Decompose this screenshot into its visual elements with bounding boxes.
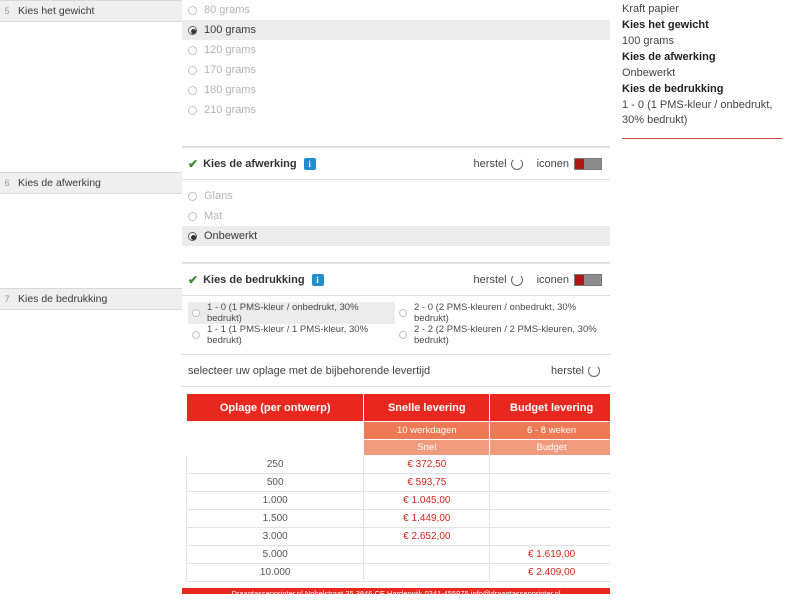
tier-fast: Snel xyxy=(364,440,490,456)
oplage-instruction: selecteer uw oplage met de bijbehorende levertijd xyxy=(188,364,431,377)
option-label: Glans xyxy=(204,190,233,202)
radio-icon xyxy=(192,331,200,339)
summary-finish-value: Onbewerkt xyxy=(622,67,676,79)
price-table-wrap xyxy=(182,387,610,582)
radio-icon xyxy=(188,26,197,35)
finish-option-glans[interactable] xyxy=(182,186,610,206)
summary-weight-value: 100 grams xyxy=(622,35,674,47)
print-icons-label[interactable]: iconen xyxy=(536,273,569,286)
table-row[interactable] xyxy=(187,528,614,546)
row-budget-price[interactable] xyxy=(490,492,614,510)
col-header-oplage: Oplage (per ontwerp) xyxy=(187,394,364,422)
option-label: 210 grams xyxy=(204,104,256,116)
finish-section-bar xyxy=(182,147,610,180)
option-label: 2 - 2 (2 PMS-kleuren / 2 PMS-kleuren, 30% bedrukt) xyxy=(414,324,597,346)
option-label: 80 grams xyxy=(204,4,250,16)
table-row[interactable] xyxy=(187,492,614,510)
radio-icon xyxy=(188,46,197,55)
option-label: 120 grams xyxy=(204,44,256,56)
row-budget-price[interactable] xyxy=(490,456,614,474)
weight-option-210[interactable] xyxy=(182,100,610,120)
radio-icon xyxy=(188,212,197,221)
subrow-blank xyxy=(187,422,364,440)
print-reset-label[interactable]: herstel xyxy=(473,273,507,286)
check-icon: ✔ xyxy=(188,156,199,171)
reset-icon[interactable] xyxy=(511,274,523,286)
row-budget-price[interactable]: € 1.619,00 xyxy=(490,546,614,564)
leadtime-fast: 10 werkdagen xyxy=(364,422,490,440)
step-number: 6 xyxy=(4,178,10,188)
col-header-budget: Budget levering xyxy=(490,394,614,422)
row-qty: 500 xyxy=(187,474,364,492)
summary-print-value-line1: 1 - 0 (1 PMS-kleur / onbedrukt, xyxy=(622,99,773,111)
radio-icon xyxy=(188,106,197,115)
weight-option-80[interactable] xyxy=(182,0,610,20)
weight-option-100[interactable] xyxy=(182,20,610,40)
option-label: Mat xyxy=(204,210,223,222)
table-row[interactable] xyxy=(187,456,614,474)
tier-budget: Budget xyxy=(490,440,614,456)
option-label: 170 grams xyxy=(204,64,256,76)
print-section-title: Kies de bedrukking xyxy=(203,273,305,286)
print-option-1-1[interactable] xyxy=(188,324,395,346)
options-column xyxy=(182,0,610,600)
color-swatch-icon[interactable] xyxy=(574,158,602,170)
finish-option-mat[interactable] xyxy=(182,206,610,226)
radio-icon xyxy=(188,232,197,241)
finish-section-title: Kies de afwerking xyxy=(203,157,297,170)
print-option-grid xyxy=(182,296,610,355)
row-qty: 5.000 xyxy=(187,546,364,564)
print-section-bar xyxy=(182,263,610,296)
option-label: 1 - 0 (1 PMS-kleur / onbedrukt, 30% bedrukt) xyxy=(207,302,359,324)
row-qty: 10.000 xyxy=(187,564,364,582)
radio-icon xyxy=(188,192,197,201)
weight-option-list xyxy=(182,0,610,147)
info-icon[interactable]: i xyxy=(304,158,316,170)
reset-icon[interactable] xyxy=(588,365,600,377)
table-row[interactable] xyxy=(187,474,614,492)
step-number: 5 xyxy=(4,6,10,16)
weight-option-180[interactable] xyxy=(182,80,610,100)
leadtime-budget: 6 - 8 weken xyxy=(490,422,614,440)
price-table xyxy=(186,393,614,582)
option-label: 2 - 0 (2 PMS-kleuren / onbedrukt, 30% bedrukt) xyxy=(414,302,577,324)
step-header-print[interactable] xyxy=(0,288,182,310)
row-qty: 250 xyxy=(187,456,364,474)
option-label: 100 grams xyxy=(204,24,256,36)
summary-finish-title: Kies de afwerking xyxy=(622,51,716,63)
row-fast-price[interactable]: € 2.652,00 xyxy=(364,528,490,546)
finish-reset-label[interactable]: herstel xyxy=(473,157,507,170)
oplage-reset-label[interactable]: herstel xyxy=(550,364,584,377)
row-fast-price[interactable]: € 1.449,00 xyxy=(364,510,490,528)
step-header-finish[interactable] xyxy=(0,172,182,194)
row-fast-price[interactable] xyxy=(364,564,490,582)
step-number: 7 xyxy=(4,294,10,304)
print-option-2-0[interactable] xyxy=(395,302,602,324)
row-budget-price[interactable]: € 2.409,00 xyxy=(490,564,614,582)
finish-option-list xyxy=(182,180,610,263)
reset-icon[interactable] xyxy=(511,158,523,170)
row-fast-price[interactable]: € 593,75 xyxy=(364,474,490,492)
option-label: 180 grams xyxy=(204,84,256,96)
option-label: 1 - 1 (1 PMS-kleur / 1 PMS-kleur, 30% bedrukt) xyxy=(207,324,369,346)
row-qty: 3.000 xyxy=(187,528,364,546)
step-label: Kies de afwerking xyxy=(18,177,101,189)
step-label: Kies de bedrukking xyxy=(18,293,108,305)
summary-print-value-line2: 30% bedrukt) xyxy=(622,114,688,126)
summary-panel xyxy=(610,0,800,600)
step-rail xyxy=(0,0,182,600)
row-qty: 1.000 xyxy=(187,492,364,510)
col-header-fast: Snelle levering xyxy=(364,394,490,422)
table-row[interactable] xyxy=(187,564,614,582)
page-bottom-strip xyxy=(0,594,800,600)
table-row[interactable] xyxy=(187,510,614,528)
table-row[interactable] xyxy=(187,546,614,564)
finish-option-onbewerkt[interactable] xyxy=(182,226,610,246)
radio-icon xyxy=(188,86,197,95)
radio-icon xyxy=(192,309,200,317)
weight-option-120[interactable] xyxy=(182,40,610,60)
row-budget-price[interactable] xyxy=(490,510,614,528)
finish-icons-label[interactable]: iconen xyxy=(536,157,569,170)
row-fast-price[interactable] xyxy=(364,546,490,564)
oplage-bar xyxy=(182,355,610,387)
weight-option-170[interactable] xyxy=(182,60,610,80)
row-budget-price[interactable] xyxy=(490,528,614,546)
info-icon[interactable]: i xyxy=(312,274,324,286)
check-icon: ✔ xyxy=(188,272,199,287)
option-label: Onbewerkt xyxy=(204,230,258,242)
print-option-2-2[interactable] xyxy=(395,324,602,346)
row-fast-price[interactable]: € 1.045,00 xyxy=(364,492,490,510)
row-fast-price[interactable]: € 372,50 xyxy=(364,456,490,474)
radio-icon xyxy=(399,331,407,339)
row-budget-price[interactable] xyxy=(490,474,614,492)
table-header-row xyxy=(187,394,614,422)
color-swatch-icon[interactable] xyxy=(574,274,602,286)
radio-icon xyxy=(188,6,197,15)
step-label: Kies het gewicht xyxy=(18,5,95,17)
table-subrow-leadtime xyxy=(187,422,614,440)
print-option-1-0[interactable] xyxy=(188,302,395,324)
row-qty: 1.500 xyxy=(187,510,364,528)
radio-icon xyxy=(399,309,407,317)
radio-icon xyxy=(188,66,197,75)
subrow-blank xyxy=(187,440,364,456)
summary-divider xyxy=(622,138,782,139)
table-subrow-name xyxy=(187,440,614,456)
summary-print-title: Kies de bedrukking xyxy=(622,83,724,95)
summary-weight-title: Kies het gewicht xyxy=(622,19,709,31)
summary-material: Kraft papier xyxy=(622,3,679,15)
step-header-weight[interactable] xyxy=(0,0,182,22)
